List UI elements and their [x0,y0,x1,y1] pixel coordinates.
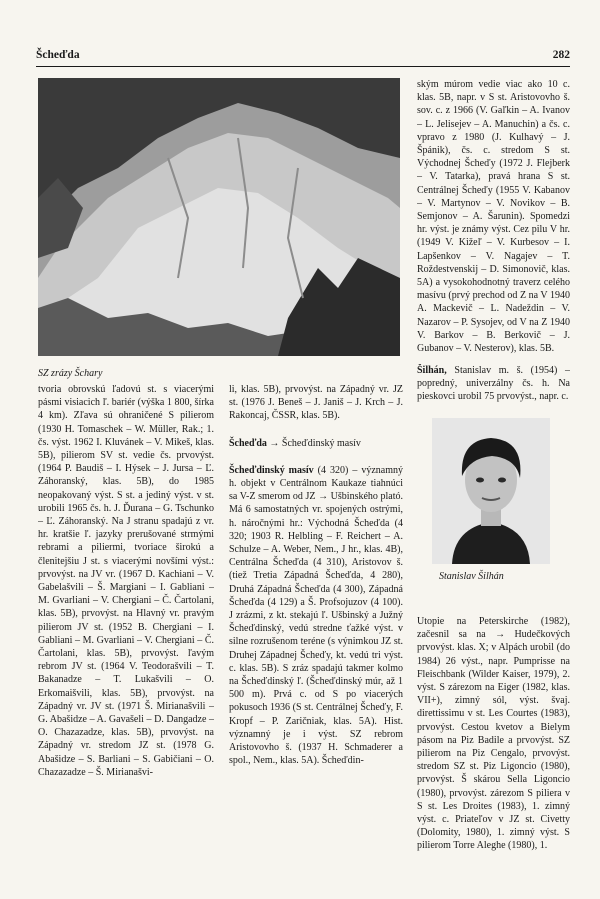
mountain-illustration [38,78,400,356]
column-3-top [417,78,570,358]
column-2 [229,383,403,883]
entry-schedinsky-masiv [229,464,403,768]
running-header [36,49,570,67]
entry-silhan-head: Šilhán, [417,365,447,376]
column-1-text: tvoria obrovskú ľadovú st. s viacerými pásmi visiacich ľ. bariér (výška 1 800, šírka 4 km). Zľava sú ohraničené S pilierom (1930 H. Tomaschek – W. Müller, Rak.; 1. čs. výst. 1962 I. Kluvánek – V. Mikeš, klas. 5B), pilierom SV st. vedie čs. prvovýst. (1964 P. Baudiš – I. Hýsek – J. Jursa – Ľ. Záhoranský, klas. 5B), do 1985 neopakovaný výst. S st. a jediný výst. v st. urobili 1965 čs. h. J. Ďurana – G. Tschunko – Ľ. Záhoranský. Na J stranu spadajú z vr. hr. kratšie ľ. jazyky prerušované strmými rebrami a piliermi, tvoriace širokú a členitejšiu J st. s viacerými novšími výst.: prvovýst. na JV vr. (1967 D. Kachiani – V. Gabelašvili – Š. Margiani – I. Gabliani – M. Gvarliani – V. Chergiani – Č. Čartolani, klas. 5B), prvovýst. na Hlavný vr. pravým pilierom JV st. (1952 B. Chergiani – I. Gabliani – M. Gvarliani – V. Chergiani – Č. Čartolani, klas. 5B), prvovýst. ľavým rebrom JV st. (1964 V. Teodorašvili – T. Bakanadze – T. Lukašvili – O. Erkomaišvili, klas. 5B), prvovýst. na Západný vr. JV st. (1971 Š. Mirianašvili – G. Abašidze – A. Gavašeli – D. Dangadze – O. Chazazadze, klas. 5B), prvovýst. na Západný vr. stredom JZ st. (1978 G. Abašidze – S. Barliani – S. Gabičiani – O. Chazazadze – Š. Mirianašvi- [38,384,214,778]
mountain-photo-caption: SZ zrázy Šchary [38,368,103,379]
cross-reference [229,437,403,450]
column-3-continuation: ským múrom vedie viac ako 10 c. klas. 5B, napr. v S st. Aristovovho š. sov. c. z 1966 (V. Gaľkin – A. Ivanov – L. Jelisejev – A. Manuchin) a čs. c. vpravo z 1980 (J. Kulhavý – J. Špánik), čs. c. stredom S st. Východnej Šcheďy (1972 J. Flejberk – V. Tatarka), pravá hrana S st. Centrálnej Šcheďy (1955 V. Kabanov – V. Martynov – V. Novikov – B. Semjonov – A. Šarunin). Spomedzi hr. výst. je známy výst. Cez pilu V hr. (1949 V. Kižeľ – V. Kurbesov – I. Lapšenkov – V. Nagajev – T. Roždestvenskij – D. Simonovič, klas. 5A) a vysokohodnotný traverz celého masívu (prvý prechod od Z na V 1940 A. Mackevič – L. Nadeždin – V. Nazarov – P. Sysojev, od V na Z 1940 V. Barkov – B. Berkovič – J. Gubanov – V. Nesterov), klas. 5B. [417,79,570,355]
cross-reference-head: Šcheďda [229,437,267,449]
column-2-continuation: li, klas. 5B), prvovýst. na Západný vr. JZ st. (1976 J. Beneš – J. Janiš – J. Krch – J. Rakoncaj, ČSSR, klas. 5B). [229,384,403,422]
column-3-bottom [417,605,570,887]
portrait-caption: Stanislav Šilhán [439,571,504,582]
portrait-photo [432,418,550,564]
column-1 [38,383,214,883]
header-rule [36,66,570,67]
portrait-illustration [432,418,550,564]
cross-reference-arrow: → [266,437,282,449]
mountain-photo [38,78,400,356]
running-title: Šcheďda [36,49,80,61]
entry-silhan [417,364,570,404]
entry-head: Šcheďdinský masív [229,464,314,476]
column-3-bottom-text: Utopie na Peterskirche (1982), začesnil sa na → Hudečkových prvovýst. klas. X; v Alpách urobil (do 1984) 26 výst., napr. Pumprisse na Fleischbank (Wilder Kaiser, 1979), 2. výst. S zárezom na Eiger (1982, klas. VII+), zimný sól, výst. švaj. direttissimu v st. Les Courtes (1983), prvovýst. Cestou kvetov a Bielym pásom na Piz Badile a prvovýst. SZ pilierom na Piz Cengalo, prvovýst. stredom SZ st. Piz Ligoncio (1980), prvovýst. Š skárou Sella Ligoncio (1980), prvovýst. zárezom S piliera v S st. Les Droites (1983), 1. zimný výst. c. Priateľov v JZ st. Civetty (Dolomity, 1980), 1. zimný výst. S pilierom Torre Aleghe (1980), 1. [417,616,570,852]
entry-silhan-body: Stanislav m. š. (1954) – popredný, univerzálny čs. h. Na pieskovci urobil 75 prvovýst., napr. c. [417,365,570,403]
page-number: 282 [552,49,570,61]
cross-reference-target: Šcheďdinský masív [281,437,361,449]
entry-body: (4 320) – významný h. objekt v Centrálnom Kaukaze tiahnúci sa V-Z smerom od JZ → Ušbinského plató. Má 6 samostatných vr. spojených ostrými, h. náročnými hr.: Východná Šcheďda (4 320; 1903 R. Helbling – F. Reichert – A. Schulze – A. Weber, Nem., J hr., klas. 4B), Centrálna Šcheďda (4 310), Aristovov š. (tiež Tretia Západná Šcheďda, 4 280), Druhá Západná Šcheďda (4 300), Západná Šcheďda (4 129) a Š. Profsojuzov (4 100). J zrázmi, z kt. stekajú ľ. Ušbinský a Južný Šcheďdinský, vedú stredne ťažké výst. v silne rozrušenom teréne (s výnimkou JZ st. Druhej Západnej Šcheďy, kt. vedú tri výst. c. klas. 5B). S zráz spadajú takmer kolmo na Šcheďdinský ľ. (Šcheďdinský múr, až 1 500 m). Prvá c. od S po viacerých pokusoch 1936 (S st. Centrálnej Šcheďy, F. Kropf – P. Zaričniak, klas. 5A). Hist. významný je i výst. SZ rebrom Aristovovho š. (1937 H. Schmaderer a spol., Nem., klas. 5A). Šcheďdin- [229,464,403,767]
